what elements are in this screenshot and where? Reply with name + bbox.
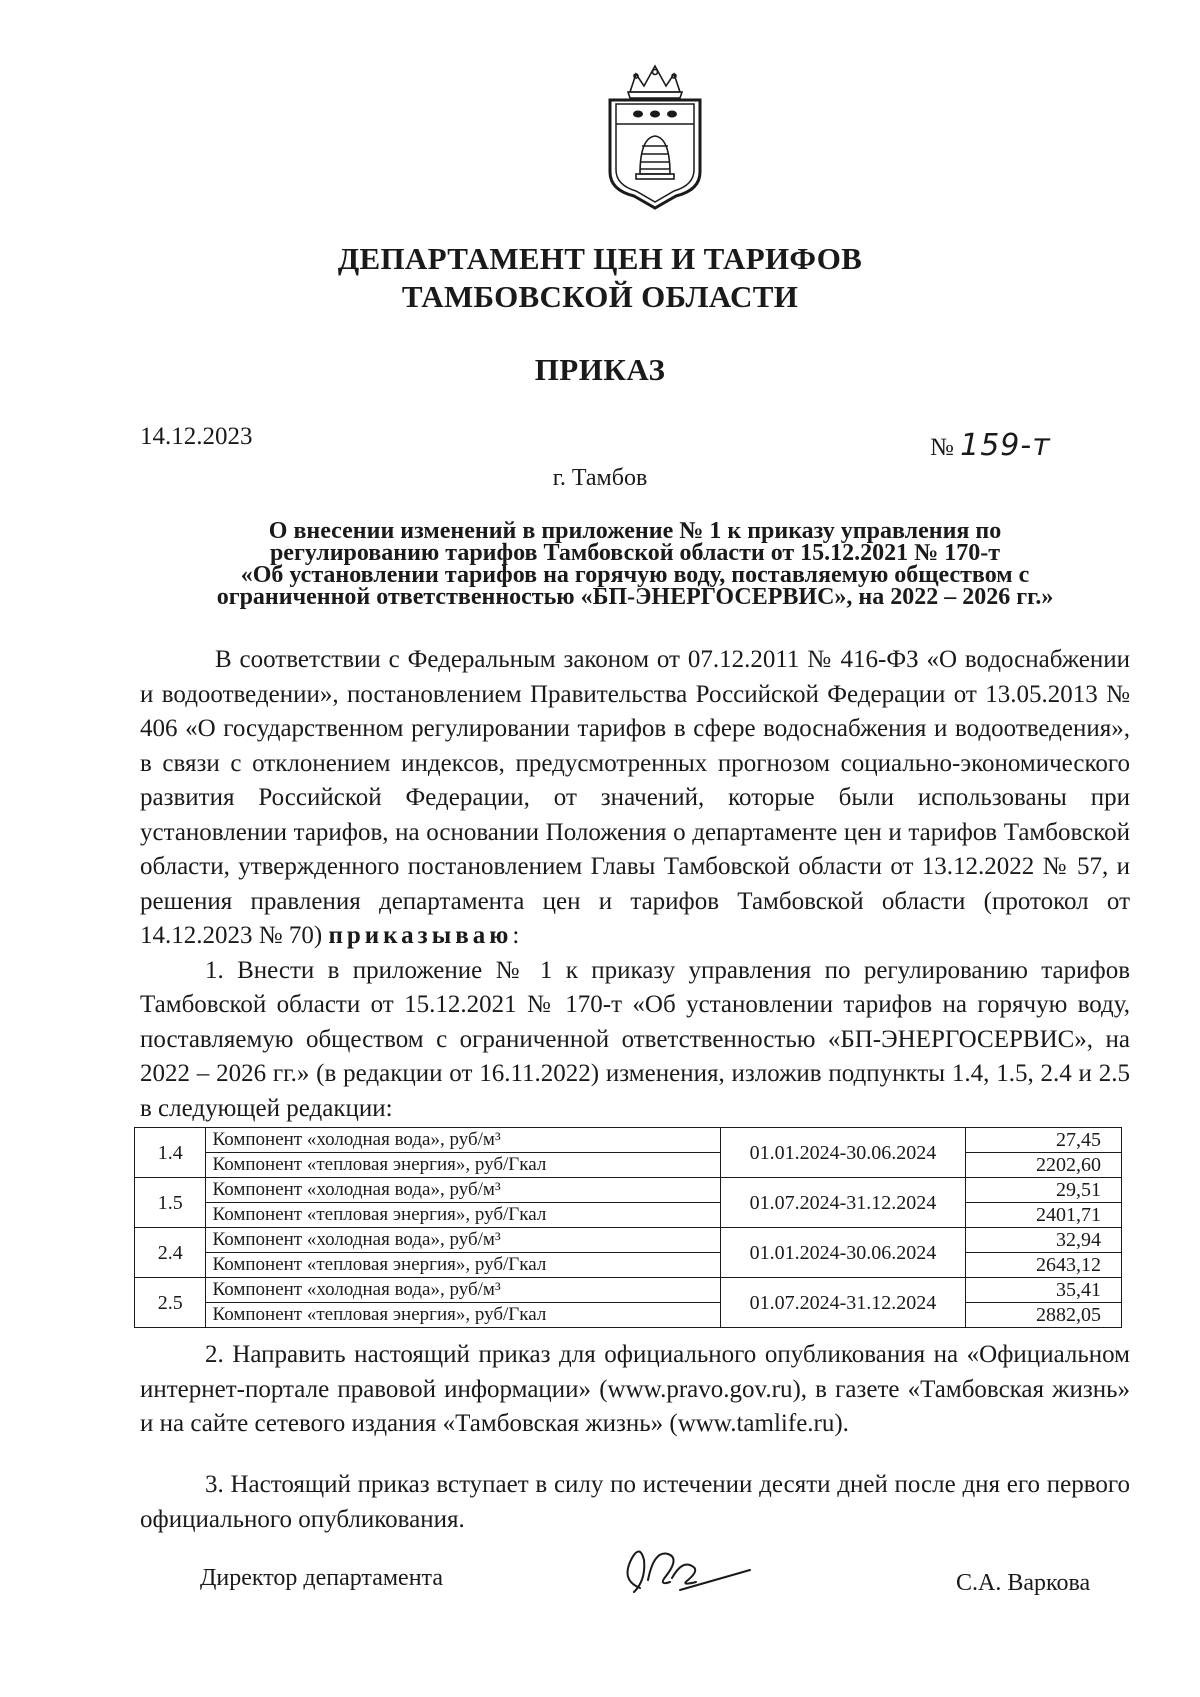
order-number	[930, 428, 1051, 463]
heat-energy-label: Компонент «тепловая энергия», руб/Гкал	[206, 1253, 720, 1278]
item-2-block	[140, 1338, 1130, 1442]
table-row	[135, 1178, 1122, 1203]
heat-energy-value: 2882,05	[965, 1303, 1121, 1328]
subject-line: ограниченной ответственностью «БП-ЭНЕРГОСЕРВИС», на 2022 – 2026 гг.»	[216, 584, 1054, 610]
table-row	[135, 1153, 1122, 1178]
item-3-block	[140, 1468, 1130, 1537]
cold-water-label: Компонент «холодная вода», руб/м³	[206, 1278, 720, 1303]
signature-icon	[610, 1540, 760, 1600]
cold-water-value: 35,41	[965, 1278, 1121, 1303]
table-row	[135, 1228, 1122, 1253]
cold-water-value: 32,94	[965, 1228, 1121, 1253]
table-row	[135, 1303, 1122, 1328]
order-subject	[140, 520, 1130, 608]
heat-energy-value: 2401,71	[965, 1203, 1121, 1228]
order-word: приказываю	[328, 922, 513, 949]
preamble-text: В соответствии с Федеральным законом от 07.12.2011 № 416-ФЗ «О водоснабжении и водоотведении», постановлением Правительства Российской Федерации от 13.05.2013 № 406 «О государственном регулировании тарифов в сфере водоснабжения и водоотведения», в связи с отклонением индексов, предусмотренных прогнозом социально-экономического развития Российской Федерации, от значений, которые были использованы при установлении тарифов, на основании Положения о департаменте цен и тарифов Тамбовской области, утвержденного постановлением Главы Тамбовской области от 13.12.2022 № 57, и решения правления департамента цен и тарифов Тамбовской области (протокол от 14.12.2023 № 70)	[140, 646, 1130, 949]
tariff-period: 01.07.2024-31.12.2024	[720, 1178, 965, 1228]
bee-icon	[633, 111, 677, 118]
beehive-icon	[636, 136, 674, 179]
order-date: 14.12.2023	[140, 423, 253, 450]
tariff-table	[134, 1127, 1122, 1328]
row-index: 1.4	[135, 1128, 206, 1178]
cold-water-value: 29,51	[965, 1178, 1121, 1203]
item-1-paragraph: 1. Внести в приложение № 1 к приказу управления по регулированию тарифов Тамбовской области от 15.12.2021 № 170-т «Об установлении тарифов на горячую воду, поставляемую обществом с ограниченной ответственностью «БП-ЭНЕРГОСЕРВИС», на 2022 – 2026 гг.» (в редакции от 16.11.2022) изменения, изложив подпункты 1.4, 1.5, 2.4 и 2.5 в следующей редакции:	[140, 956, 1130, 1122]
subject-line: О внесении изменений в приложение № 1 к приказу управления по	[268, 518, 1002, 544]
row-index: 2.4	[135, 1228, 206, 1278]
tariff-period: 01.07.2024-31.12.2024	[720, 1278, 965, 1328]
cold-water-label: Компонент «холодная вода», руб/м³	[206, 1128, 720, 1153]
signer-name: С.А. Варкова	[956, 1570, 1091, 1596]
subject-line: «Об установлении тарифов на горячую воду, поставляемую обществом с	[240, 562, 1030, 588]
heat-energy-value: 2643,12	[965, 1253, 1121, 1278]
cold-water-label: Компонент «холодная вода», руб/м³	[206, 1228, 720, 1253]
city: г. Тамбов	[552, 465, 648, 491]
table-row	[135, 1278, 1122, 1303]
document-type: ПРИКАЗ	[534, 352, 666, 387]
subject-line: регулированию тарифов Тамбовской области от 15.12.2021 № 170-т	[269, 540, 1001, 566]
heat-energy-value: 2202,60	[965, 1153, 1121, 1178]
heat-energy-label: Компонент «тепловая энергия», руб/Гкал	[206, 1303, 720, 1328]
heat-energy-label: Компонент «тепловая энергия», руб/Гкал	[206, 1153, 720, 1178]
order-number-prefix: №	[930, 434, 954, 461]
cold-water-value: 27,45	[965, 1128, 1121, 1153]
department-line-2: ТАМБОВСКОЙ ОБЛАСТИ	[401, 279, 799, 314]
preamble-block	[140, 643, 1130, 1126]
table-row	[135, 1203, 1122, 1228]
item-3-paragraph: 3. Настоящий приказ вступает в силу по истечении десяти дней после дня его первого официального опубликования.	[140, 1471, 1130, 1533]
heat-energy-label: Компонент «тепловая энергия», руб/Гкал	[206, 1203, 720, 1228]
cold-water-label: Компонент «холодная вода», руб/м³	[206, 1178, 720, 1203]
preamble-paragraph	[140, 643, 1130, 954]
tariff-period: 01.01.2024-30.06.2024	[720, 1228, 965, 1278]
table-row	[135, 1253, 1122, 1278]
crown-icon	[628, 66, 682, 98]
signer-position: Директор департамента	[200, 1565, 443, 1591]
department-name	[0, 240, 1200, 316]
row-index: 1.5	[135, 1178, 206, 1228]
table-row	[135, 1128, 1122, 1153]
order-number-handwritten: 159-т	[960, 428, 1051, 463]
order-colon: :	[512, 922, 520, 949]
row-index: 2.5	[135, 1278, 206, 1328]
item-2-paragraph: 2. Направить настоящий приказ для официального опубликования на «Официальном интернет-портале правовой информации» (www.pravo.gov.ru), в газете «Тамбовская жизнь» и на сайте сетевого издания «Тамбовская жизнь» (www.tamlife.ru).	[140, 1341, 1130, 1437]
tariff-period: 01.01.2024-30.06.2024	[720, 1128, 965, 1178]
department-line-1: ДЕПАРТАМЕНТ ЦЕН И ТАРИФОВ	[337, 241, 863, 276]
coat-of-arms-emblem	[596, 62, 714, 212]
